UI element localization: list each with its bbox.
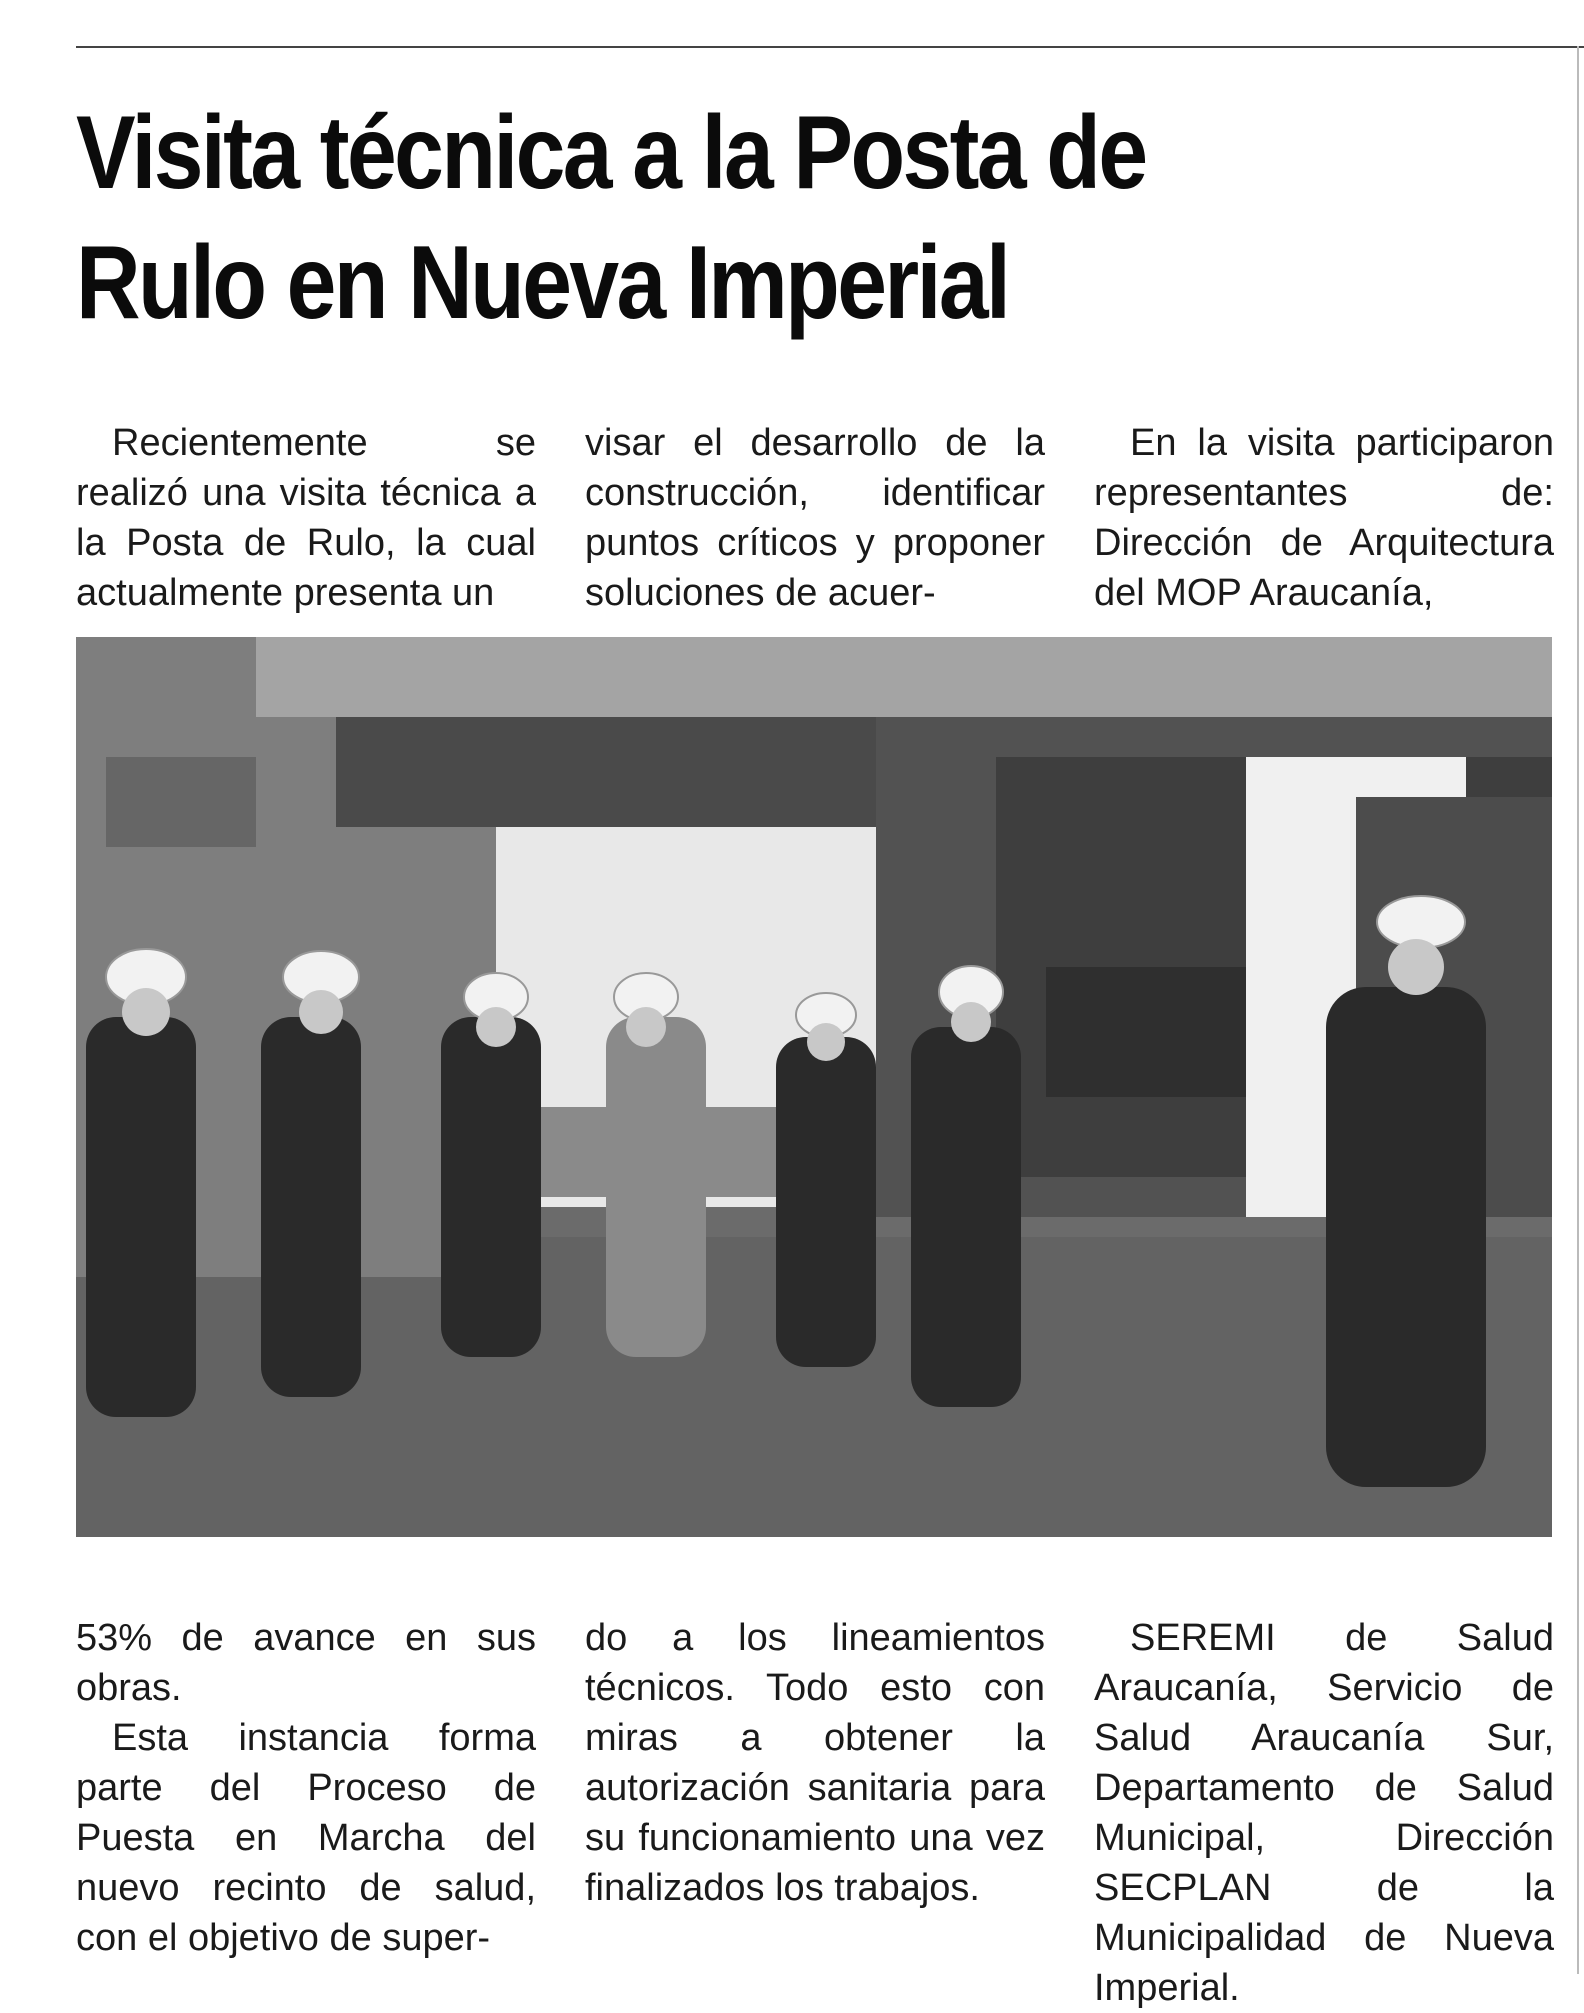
top-column-2 [585,418,1045,618]
bottom-column-1-para-2: Esta instancia forma parte del Proceso de Puesta en Marcha del nuevo recinto de salud, con el objetivo de super- [76,1717,536,1959]
bottom-column-3 [1094,1613,1554,2013]
bottom-column-1-para-1: 53% de avance en sus obras. [76,1617,536,1709]
top-column-3-text: En la visita participaron representantes de: Dirección de Arquitectura del MOP Araucanía, [1094,422,1554,614]
bottom-column-2-text: do a los lineamientos técnicos. Todo esto con miras a obtener la autorización sanitaria para su funcionamiento una vez finalizados los trabajos. [585,1617,1045,1909]
top-column-1-text: Recientemente se realizó una visita técnica a la Posta de Rulo, la cual actualmente presenta un [76,422,536,614]
bottom-column-1 [76,1613,536,1963]
construction-site-photo [76,637,1552,1537]
top-column-2-text: visar el desarrollo de la construcción, identificar puntos críticos y proponer soluciones de acuer- [585,422,1045,614]
article-headline: Visita técnica a la Posta de Rulo en Nueva Imperial [76,95,1146,341]
right-rule [1577,46,1579,1974]
top-column-3 [1094,418,1554,618]
top-rule [76,46,1584,48]
bottom-column-3-text: SEREMI de Salud Araucanía, Servicio de Salud Araucanía Sur, Departamento de Salud Municipal, Dirección SECPLAN de la Municipalidad de Nueva Imperial. [1094,1617,1554,2009]
bottom-column-2 [585,1613,1045,1913]
article-photo [76,637,1552,1537]
top-column-1 [76,418,536,618]
